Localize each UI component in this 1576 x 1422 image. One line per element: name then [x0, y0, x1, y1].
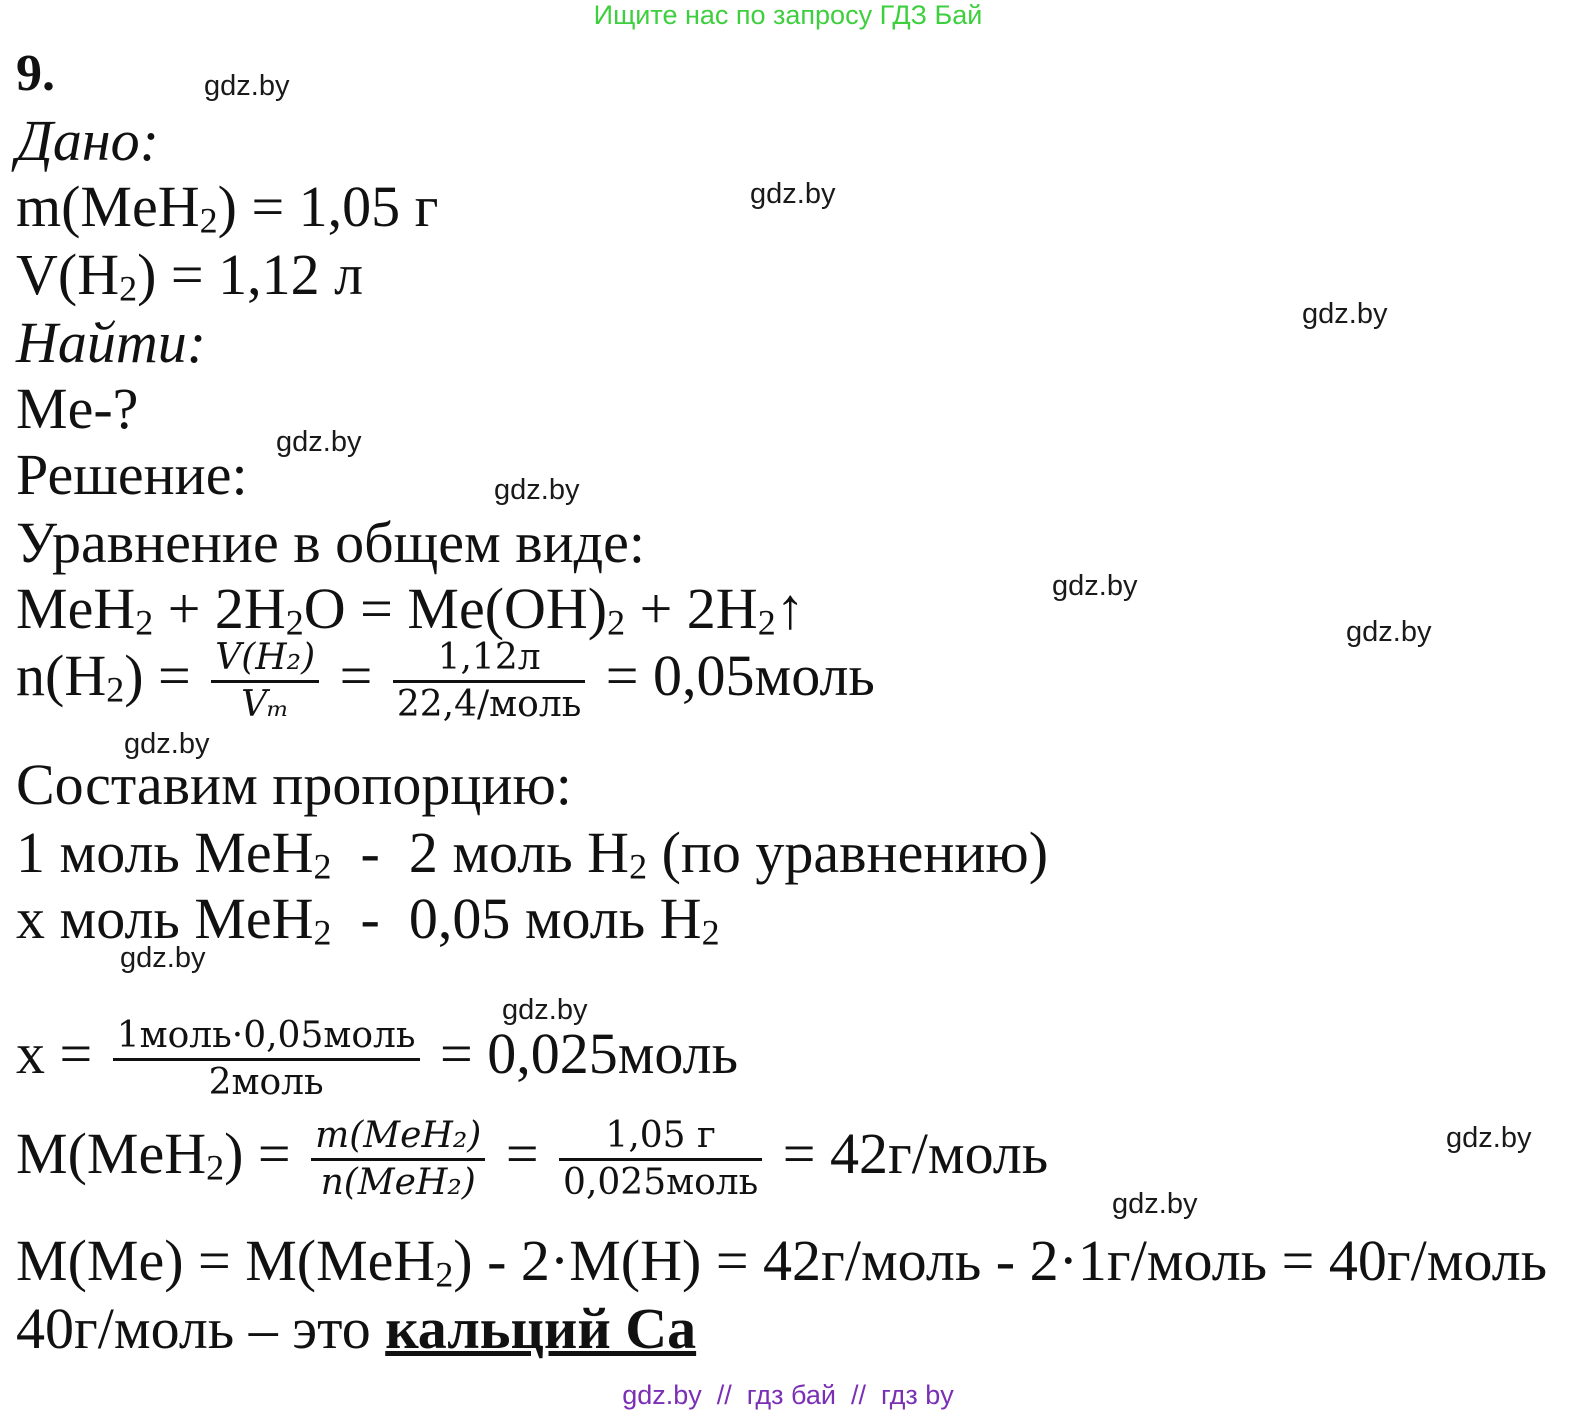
watermark: gdz.by — [120, 942, 206, 974]
solution-heading: Решение: — [16, 442, 248, 507]
watermark: gdz.by — [276, 426, 362, 458]
bottom-banner: gdz.by // гдз бай // гдз by — [622, 1380, 954, 1410]
find-value: Me-? — [16, 376, 139, 441]
watermark: gdz.by — [502, 994, 588, 1026]
reaction-equation: $MeH_2 + 2H_2O = Me(OH)_2$ + $2H_2↑$ — [16, 576, 805, 643]
conclusion: 40г/моль – это кальций Ca — [16, 1296, 697, 1361]
fraction-volume-values: $\frac{1,12л}{\text{22,4/моль}}$ — [393, 640, 585, 723]
given-heading: Дано: — [16, 108, 159, 173]
watermark: gdz.by — [124, 728, 210, 760]
x-calculation: x = $\frac{\text{1моль·0,05моль}}{\text{2моль}}$ = 0,025моль — [16, 1015, 739, 1103]
watermark: gdz.by — [750, 178, 836, 210]
watermark: gdz.by — [1446, 1122, 1532, 1154]
problem-number: 9. — [16, 45, 55, 102]
fraction-volume-over-vm: $\frac{\text{V(H₂)}}{\text{Vₘ}}$ — [211, 640, 319, 723]
metal-molar-mass: M(Me) = M(MeH$_2$) - 2·M(H) = 42г/моль - 2·1г/моль = 40г/моль — [16, 1228, 1548, 1295]
molar-mass-calculation: M(MeH$_2$) = $\frac{\text{m(MeH₂)}}{\text{n(MeH₂)}}$ = $\frac{1,05 г}{\text{0,025моль}}$ = 42г/моль — [16, 1115, 1049, 1203]
proportion-row-2: x моль MeH$_2$ - 0,05 моль $H_2$ — [16, 886, 720, 953]
proportion-row-1: 1 моль MeH$_2$ - 2 моль $H_2$ (по уравнению) — [16, 820, 1049, 887]
watermark: gdz.by — [1112, 1188, 1198, 1220]
fraction-mass-over-moles: $\frac{\text{m(MeH₂)}}{\text{n(MeH₂)}}$ — [311, 1118, 485, 1201]
watermark: gdz.by — [204, 70, 290, 102]
given-volume: $V(H_2) = 1,12$ л — [16, 242, 364, 309]
equation-heading: Уравнение в общем виде: — [16, 510, 645, 575]
fraction-mass-values: $\frac{1,05 г}{\text{0,025моль}}$ — [559, 1118, 762, 1201]
find-heading: Найти: — [16, 310, 207, 375]
proportion-heading: Составим пропорцию: — [16, 752, 572, 817]
watermark: gdz.by — [1052, 570, 1138, 602]
given-mass: m(MeH$_2$) = 1,05 г — [16, 174, 439, 241]
watermark: gdz.by — [1302, 298, 1388, 330]
top-banner: Ищите нас по запросу ГДЗ Бай — [593, 0, 983, 30]
answer-calcium: кальций Ca — [385, 1296, 697, 1361]
moles-h2-formula: $n(H_2)$ = $\frac{\text{V(H₂)}}{\text{Vₘ}}$ = $\frac{1,12л}{\text{22,4/моль}}$ = 0,05моль — [16, 637, 875, 725]
watermark: gdz.by — [1346, 616, 1432, 648]
watermark: gdz.by — [494, 474, 580, 506]
fraction-x: $\frac{\text{1моль·0,05моль}}{\text{2моль}}$ — [113, 1018, 420, 1101]
